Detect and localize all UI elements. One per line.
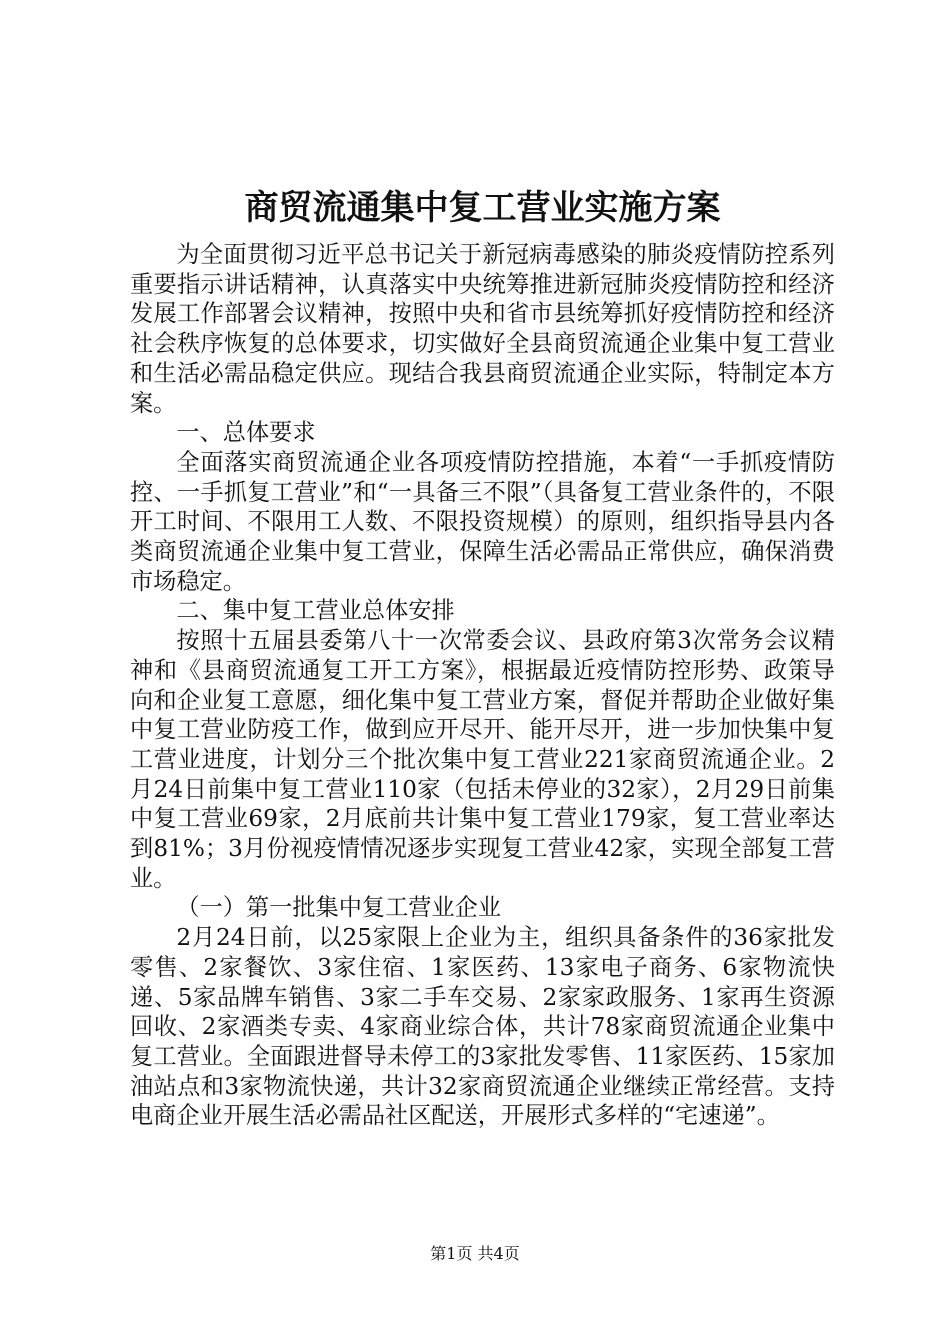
paragraph-first-batch: 2月24日前，以25家限上企业为主，组织具备条件的36家批发零售、2家餐饮、3家住宿、1家医药、13家电子商务、6家物流快递、5家品牌车销售、3家二手车交易、2家家政服务、1家再生资源回收、2家酒类专卖、4家商业综合体，共计78家商贸流通企业集中复工营业。全面跟进督导未停工的3家批发零售、11家医药、15家加油站点和3家物流快递，共计32家商贸流通企业继续正常经营。支持电商企业开展生活必需品社区配送，开展形式多样的“宅速递”。	[130, 924, 835, 1130]
document-title: 商贸流通集中复工营业实施方案	[244, 188, 721, 228]
paragraph-overall-arrangement: 按照十五届县委第八十一次常委会议、县政府第3次常务会议精神和《县商贸流通复工开工方案》，根据最近疫情防控形势、政策导向和企业复工意愿，细化集中复工营业方案，督促并帮助企业做好集中复工营业防疫工作，做到应开尽开、能开尽开，进一步加快集中复工营业进度，计划分三个批次集中复工营业221家商贸流通企业。2月24日前集中复工营业110家（包括未停业的32家），2月29日前集中复工营业69家，2月底前共计集中复工营业179家，复工营业率达到81%；3月份视疫情情况逐步实现复工营业42家，实现全部复工营业。	[130, 627, 835, 892]
paragraph-general-requirements: 全面落实商贸流通企业各项疫情防控措施，本着“一手抓疫情防控、一手抓复工营业”和“一具备三不限”（具备复工营业条件的，不限开工时间、不限用工人数、不限投资规模）的原则，组织指导县内各类商贸流通企业集中复工营业，保障生活必需品正常供应，确保消费市场稳定。	[130, 448, 835, 595]
section-heading-general-requirements: 一、总体要求	[176, 419, 316, 447]
page-number-footer: 第1页 共4页	[430, 1244, 520, 1263]
subsection-heading-first-batch: （一）第一批集中复工营业企业	[176, 894, 502, 922]
section-heading-overall-arrangement: 二、集中复工营业总体安排	[176, 597, 455, 625]
paragraph-intro: 为全面贯彻习近平总书记关于新冠病毒感染的肺炎疫情防控系列重要指示讲话精神，认真落实中央统筹推进新冠肺炎疫情防控和经济发展工作部署会议精神，按照中央和省市县统筹抓好疫情防控和经济社会秩序恢复的总体要求，切实做好全县商贸流通企业集中复工营业和生活必需品稳定供应。现结合我县商贸流通企业实际，特制定本方案。	[130, 241, 835, 417]
document-page	[130, 182, 835, 1131]
